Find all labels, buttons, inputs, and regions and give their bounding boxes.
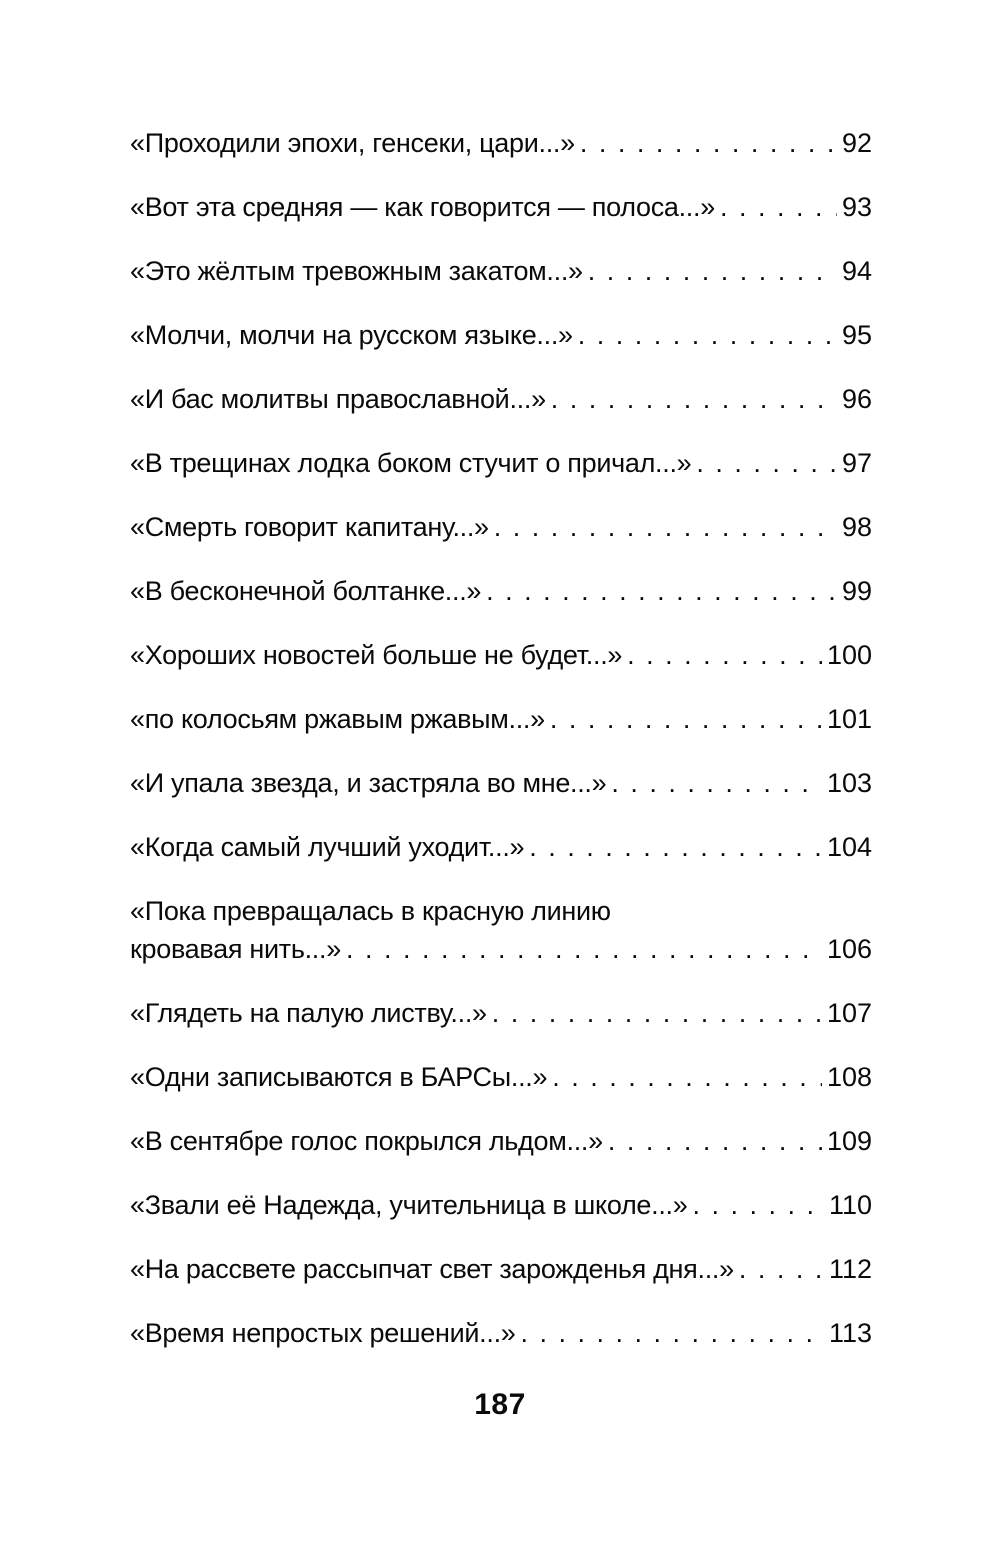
- toc-entry-line: [130, 930, 872, 968]
- page-number: 187: [474, 1388, 526, 1421]
- toc-entry: [130, 316, 872, 354]
- dot-leader: [552, 1058, 822, 1096]
- toc-entry-line: [130, 700, 872, 738]
- toc-entry-line: [130, 1058, 872, 1096]
- toc-entry-title: «Это жёлтым тревожным закатом...»: [130, 256, 583, 286]
- toc-entry-title: «Смерть говорит капитану...»: [130, 512, 489, 542]
- toc-entry-line: [130, 508, 872, 546]
- toc-entry-title: «И бас молитвы православной...»: [130, 384, 546, 414]
- toc-entry-page: 96: [841, 384, 872, 414]
- toc-entry-title-line1: «Пока превращалась в красную линию: [130, 896, 611, 926]
- toc-entry-title: «Глядеть на палую листву...»: [130, 998, 487, 1028]
- toc-entry-title: «Когда самый лучший уходит...»: [130, 832, 525, 862]
- toc-entry-title: кровавая нить...»: [130, 934, 341, 964]
- toc-entry-page: 112: [828, 1254, 872, 1284]
- dot-leader: [550, 700, 822, 738]
- dot-leader: [588, 252, 837, 290]
- toc-entry: [130, 1058, 872, 1096]
- toc-entry-line: [130, 444, 872, 482]
- toc-entry: [130, 994, 872, 1032]
- toc-entry-title: «Проходили эпохи, генсеки, цари...»: [130, 128, 575, 158]
- toc-entry-page: 106: [826, 934, 872, 964]
- toc-list: [130, 124, 872, 1378]
- toc-entry-title: «И упала звезда, и застряла во мне...»: [130, 768, 607, 798]
- dot-leader: [521, 1314, 824, 1352]
- toc-entry-page: 104: [826, 832, 872, 862]
- toc-entry-title: «Вот эта средняя — как говорится — полоса...»: [130, 192, 715, 222]
- toc-entry: [130, 892, 872, 968]
- toc-entry-page: 95: [841, 320, 872, 350]
- toc-entry: [130, 636, 872, 674]
- toc-entry-line: [130, 572, 872, 610]
- toc-entry-page: 107: [826, 998, 872, 1028]
- toc-entry-page: 109: [826, 1126, 872, 1156]
- dot-leader: [611, 764, 822, 802]
- toc-entry-line: [130, 188, 872, 226]
- toc-entry: [130, 124, 872, 162]
- dot-leader: [486, 572, 837, 610]
- toc-entry: [130, 1122, 872, 1160]
- dot-leader: [608, 1122, 822, 1160]
- toc-entry: [130, 1250, 872, 1288]
- dot-leader: [627, 636, 822, 674]
- toc-entry-title: «В сентябре голос покрылся льдом...»: [130, 1126, 603, 1156]
- toc-entry-page: 98: [841, 512, 872, 542]
- toc-entry-page: 97: [841, 448, 872, 478]
- dot-leader: [494, 508, 837, 546]
- toc-entry-line: [130, 380, 872, 418]
- toc-entry-page: 93: [841, 192, 872, 222]
- toc-entry-line: [130, 316, 872, 354]
- toc-entry-line: [130, 1122, 872, 1160]
- toc-entry: [130, 380, 872, 418]
- toc-entry-line: [130, 764, 872, 802]
- toc-entry-page: 113: [828, 1318, 872, 1348]
- dot-leader: [580, 124, 837, 162]
- toc-entry-page: 110: [828, 1190, 872, 1220]
- dot-leader: [551, 380, 837, 418]
- toc-entry-title: «по колосьям ржавым ржавым...»: [130, 704, 545, 734]
- dot-leader: [346, 930, 822, 968]
- toc-entry-line: [130, 252, 872, 290]
- toc-entry-title: «В трещинах лодка боком стучит о причал...»: [130, 448, 692, 478]
- toc-entry: [130, 764, 872, 802]
- toc-entry-page: 101: [826, 704, 872, 734]
- toc-entry-title: «Одни записываются в БАРСы...»: [130, 1062, 548, 1092]
- toc-entry-title: «На рассвете рассыпчат свет зарожденья дня...»: [130, 1254, 734, 1284]
- toc-entry-page: 100: [826, 640, 872, 670]
- toc-entry-page: 108: [826, 1062, 872, 1092]
- toc-entry-line: [130, 994, 872, 1032]
- toc-entry-page: 103: [826, 768, 872, 798]
- toc-entry: [130, 1186, 872, 1224]
- toc-entry-line: [130, 1314, 872, 1352]
- toc-entry-title: «В бесконечной болтанке...»: [130, 576, 482, 606]
- toc-entry-line: [130, 1186, 872, 1224]
- toc-entry-line: [130, 828, 872, 866]
- dot-leader: [692, 1186, 824, 1224]
- toc-entry: [130, 700, 872, 738]
- toc-entry: [130, 444, 872, 482]
- toc-entry: [130, 1314, 872, 1352]
- toc-entry: [130, 252, 872, 290]
- toc-entry: [130, 572, 872, 610]
- toc-entry: [130, 828, 872, 866]
- toc-entry-line: [130, 1250, 872, 1288]
- dot-leader: [578, 316, 837, 354]
- toc-entry-title: «Молчи, молчи на русском языке...»: [130, 320, 573, 350]
- toc-entry: [130, 188, 872, 226]
- dot-leader: [720, 188, 837, 226]
- dot-leader: [492, 994, 822, 1032]
- dot-leader: [529, 828, 822, 866]
- toc-entry-title: «Звали её Надежда, учительница в школе...»: [130, 1190, 688, 1220]
- toc-entry-title: «Хороших новостей больше не будет...»: [130, 640, 623, 670]
- dot-leader: [696, 444, 837, 482]
- toc-entry-page: 92: [841, 128, 872, 158]
- toc-entry: [130, 508, 872, 546]
- dot-leader: [739, 1250, 824, 1288]
- toc-entry-title: «Время непростых решений...»: [130, 1318, 516, 1348]
- toc-entry-line: [130, 124, 872, 162]
- toc-entry-line: [130, 636, 872, 674]
- toc-entry-page: 99: [841, 576, 872, 606]
- toc-entry-page: 94: [841, 256, 872, 286]
